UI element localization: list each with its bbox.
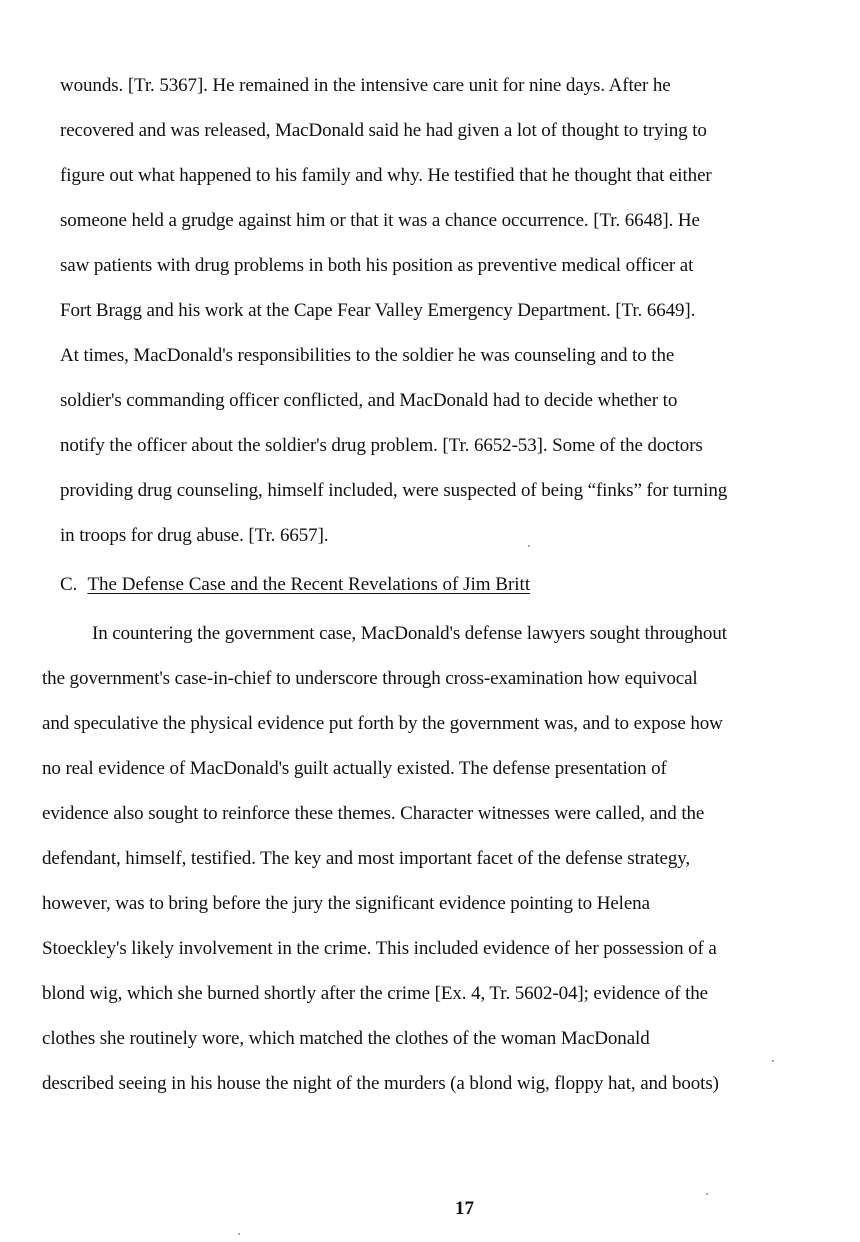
- paragraph-1-line: soldier's commanding officer conflicted, and MacDonald had to decide whether to: [60, 390, 678, 411]
- paragraph-1-line: wounds. [Tr. 5367]. He remained in the intensive care unit for nine days. After he: [60, 75, 671, 96]
- section-heading: [60, 574, 530, 596]
- paragraph-2-line: however, was to bring before the jury the significant evidence pointing to Helena: [42, 893, 650, 914]
- section-heading-title: The Defense Case and the Recent Revelations of Jim Britt: [87, 574, 531, 595]
- paragraph-1-line: At times, MacDonald's responsibilities to the soldier he was counseling and to the: [60, 345, 675, 366]
- paragraph-2-line: defendant, himself, testified. The key and most important facet of the defense strategy,: [42, 848, 691, 869]
- paragraph-2-line: evidence also sought to reinforce these themes. Character witnesses were called, and the: [42, 803, 705, 824]
- paragraph-2-line: clothes she routinely wore, which matched the clothes of the woman MacDonald: [42, 1028, 650, 1049]
- paragraph-1-line: saw patients with drug problems in both his position as preventive medical officer at: [60, 255, 694, 276]
- paragraph-2-line: Stoeckley's likely involvement in the crime. This included evidence of her possession of a: [42, 938, 717, 959]
- paragraph-1-line: providing drug counseling, himself included, were suspected of being “finks” for turning: [60, 480, 728, 501]
- paragraph-2-line: no real evidence of MacDonald's guilt actually existed. The defense presentation of: [42, 758, 667, 779]
- paragraph-2-line: blond wig, which she burned shortly after the crime [Ex. 4, Tr. 5602-04]; evidence of the: [42, 983, 708, 1004]
- paragraph-1-line: in troops for drug abuse. [Tr. 6657].: [60, 525, 329, 546]
- paragraph-1-line: figure out what happened to his family and why. He testified that he thought that either: [60, 165, 712, 186]
- paragraph-1-line: recovered and was released, MacDonald said he had given a lot of thought to trying to: [60, 120, 707, 141]
- paragraph-2-line: In countering the government case, MacDonald's defense lawyers sought throughout: [92, 623, 727, 644]
- section-heading-marker: C.: [60, 574, 78, 595]
- scan-speck: [528, 545, 530, 547]
- paragraph-1-line: notify the officer about the soldier's drug problem. [Tr. 6652-53]. Some of the doctors: [60, 435, 703, 456]
- paragraph-2-line: and speculative the physical evidence put forth by the government was, and to expose how: [42, 713, 723, 734]
- paragraph-1-line: someone held a grudge against him or that it was a chance occurrence. [Tr. 6648]. He: [60, 210, 700, 231]
- paragraph-2-line: described seeing in his house the night of the murders (a blond wig, floppy hat, and boots): [42, 1073, 719, 1094]
- paragraph-2-line: the government's case-in-chief to underscore through cross-examination how equivocal: [42, 668, 698, 689]
- paragraph-1-line: Fort Bragg and his work at the Cape Fear Valley Emergency Department. [Tr. 6649].: [60, 300, 696, 321]
- scan-speck: [706, 1193, 708, 1195]
- page-number: 17: [455, 1198, 474, 1219]
- scan-speck: [772, 1060, 774, 1062]
- scan-speck: [238, 1233, 240, 1235]
